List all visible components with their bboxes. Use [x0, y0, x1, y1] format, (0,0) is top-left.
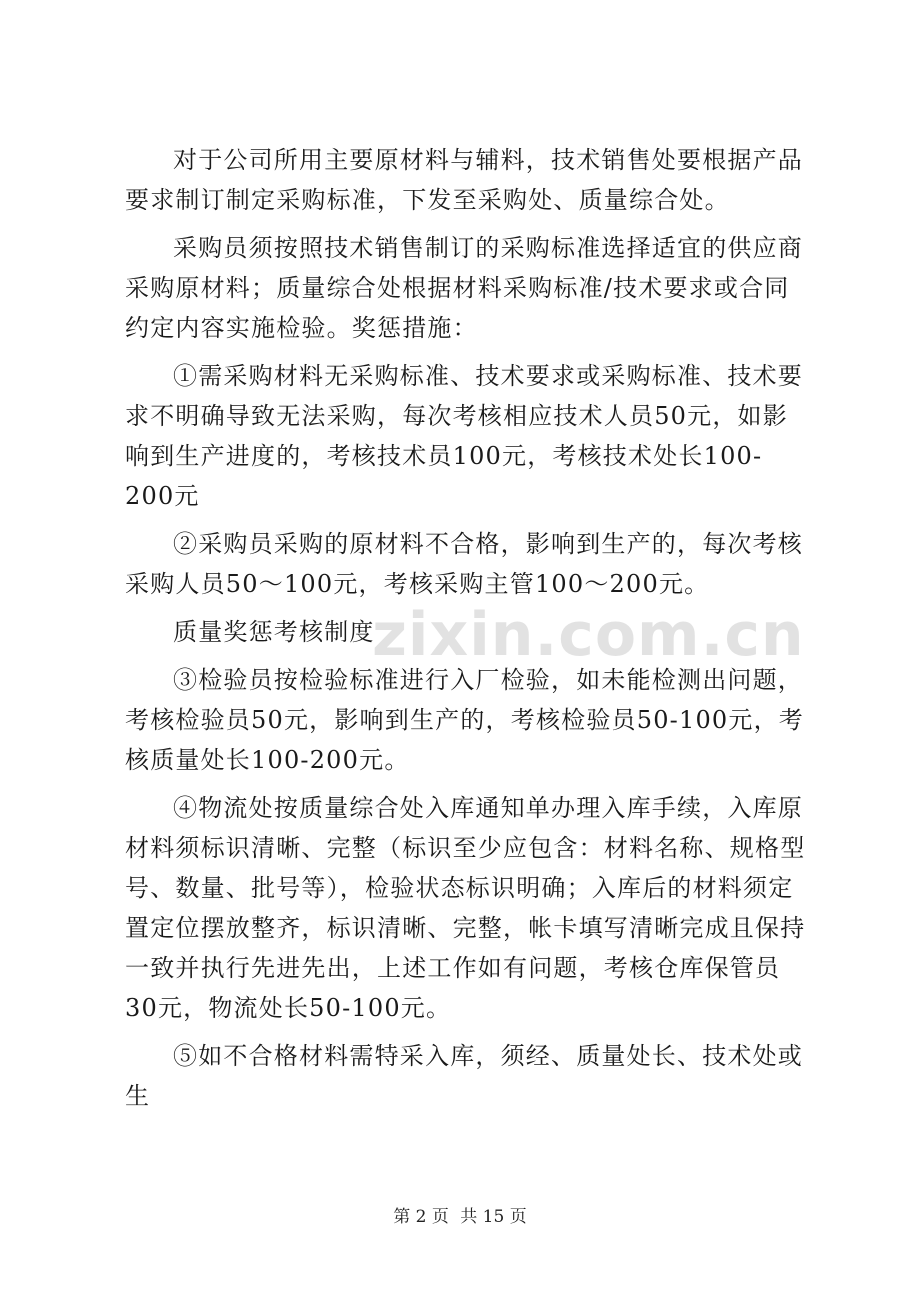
paragraph-item-3: ③检验员按检验标准进行入厂检验，如未能检测出问题，考核检验员50元，影响到生产的，考核检验员50-100元，考核质量处长100-200元。: [125, 666, 804, 774]
page-footer: [0, 1202, 920, 1227]
paragraph-item-4: ④物流处按质量综合处入库通知单办理入库手续，入库原材料须标识清晰、完整（标识至少应包含：材料名称、规格型号、数量、批号等），检验状态标识明确；入库后的材料须定置定位摆放整齐，标识清晰、完整，帐卡填写清晰完成且保持一致并执行先进先出，上述工作如有问题，考核仓库保管员30元，物流处长50-100元。: [125, 794, 806, 1022]
paragraph-item-2: ②采购员采购的原材料不合格，影响到生产的，每次考核采购人员50～100元，考核采购主管100～200元。: [125, 530, 803, 598]
page-number: 第 2 页: [393, 1207, 449, 1227]
paragraph-intro: 对于公司所用主要原材料与辅料，技术销售处要根据产品要求制订制定采购标准，下发至采购处、质量综合处。: [125, 146, 803, 214]
watermark: zixin.com.cn: [372, 600, 805, 670]
section-heading: 质量奖惩考核制度: [173, 618, 375, 646]
page-total: 共 15 页: [460, 1207, 527, 1227]
paragraph-item-1: ①需采购材料无采购标准、技术要求或采购标准、技术要求不明确导致无法采购，每次考核相应技术人员50元，如影响到生产进度的，考核技术员100元，考核技术处长100-200元: [125, 362, 803, 510]
paragraph-item-5: ⑤如不合格材料需特采入库，须经、质量处长、技术处或生: [125, 1042, 803, 1110]
paragraph-procurement: 采购员须按照技术销售制订的采购标准选择适宜的供应商采购原材料；质量综合处根据材料采购标准/技术要求或合同约定内容实施检验。奖惩措施：: [125, 234, 803, 342]
